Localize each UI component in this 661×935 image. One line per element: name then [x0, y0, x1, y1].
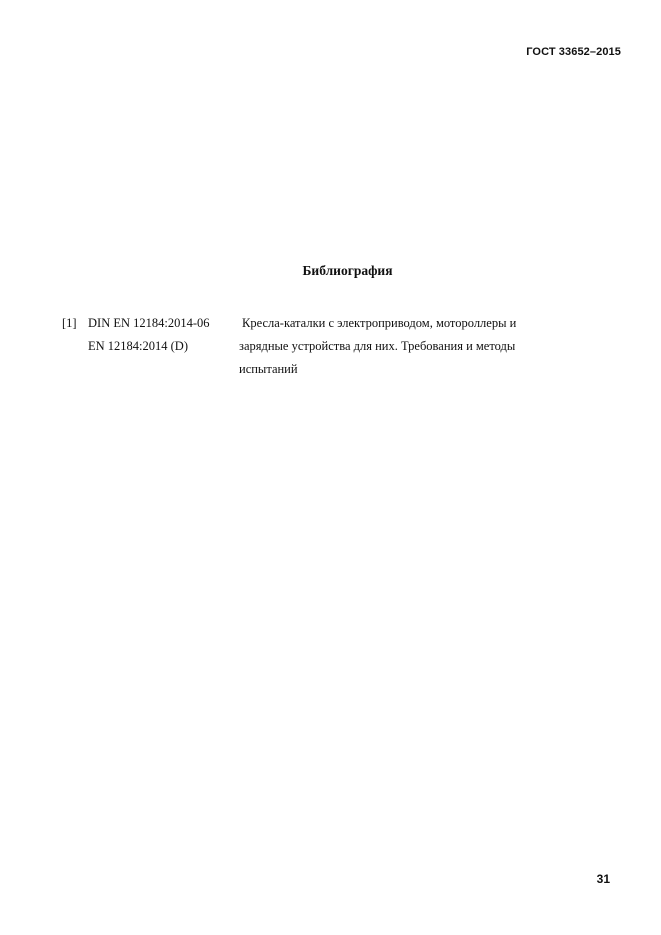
title-line: испытаний — [239, 362, 298, 376]
bibliography-entry-standards — [88, 312, 210, 358]
standard-designation: DIN EN 12184:2014-06 — [88, 316, 210, 330]
title-line: Кресла-каталки с электроприводом, мотороллеры и — [242, 316, 517, 330]
bibliography-entry-title — [239, 312, 559, 381]
bibliography-entry-number: [1] — [62, 316, 77, 330]
document-code: ГОСТ 33652–2015 — [526, 46, 621, 58]
standard-designation: EN 12184:2014 (D) — [88, 339, 188, 353]
section-title: Библиография — [302, 263, 393, 278]
title-line: зарядные устройства для них. Требования и методы — [239, 339, 516, 353]
page-number: 31 — [596, 872, 610, 886]
